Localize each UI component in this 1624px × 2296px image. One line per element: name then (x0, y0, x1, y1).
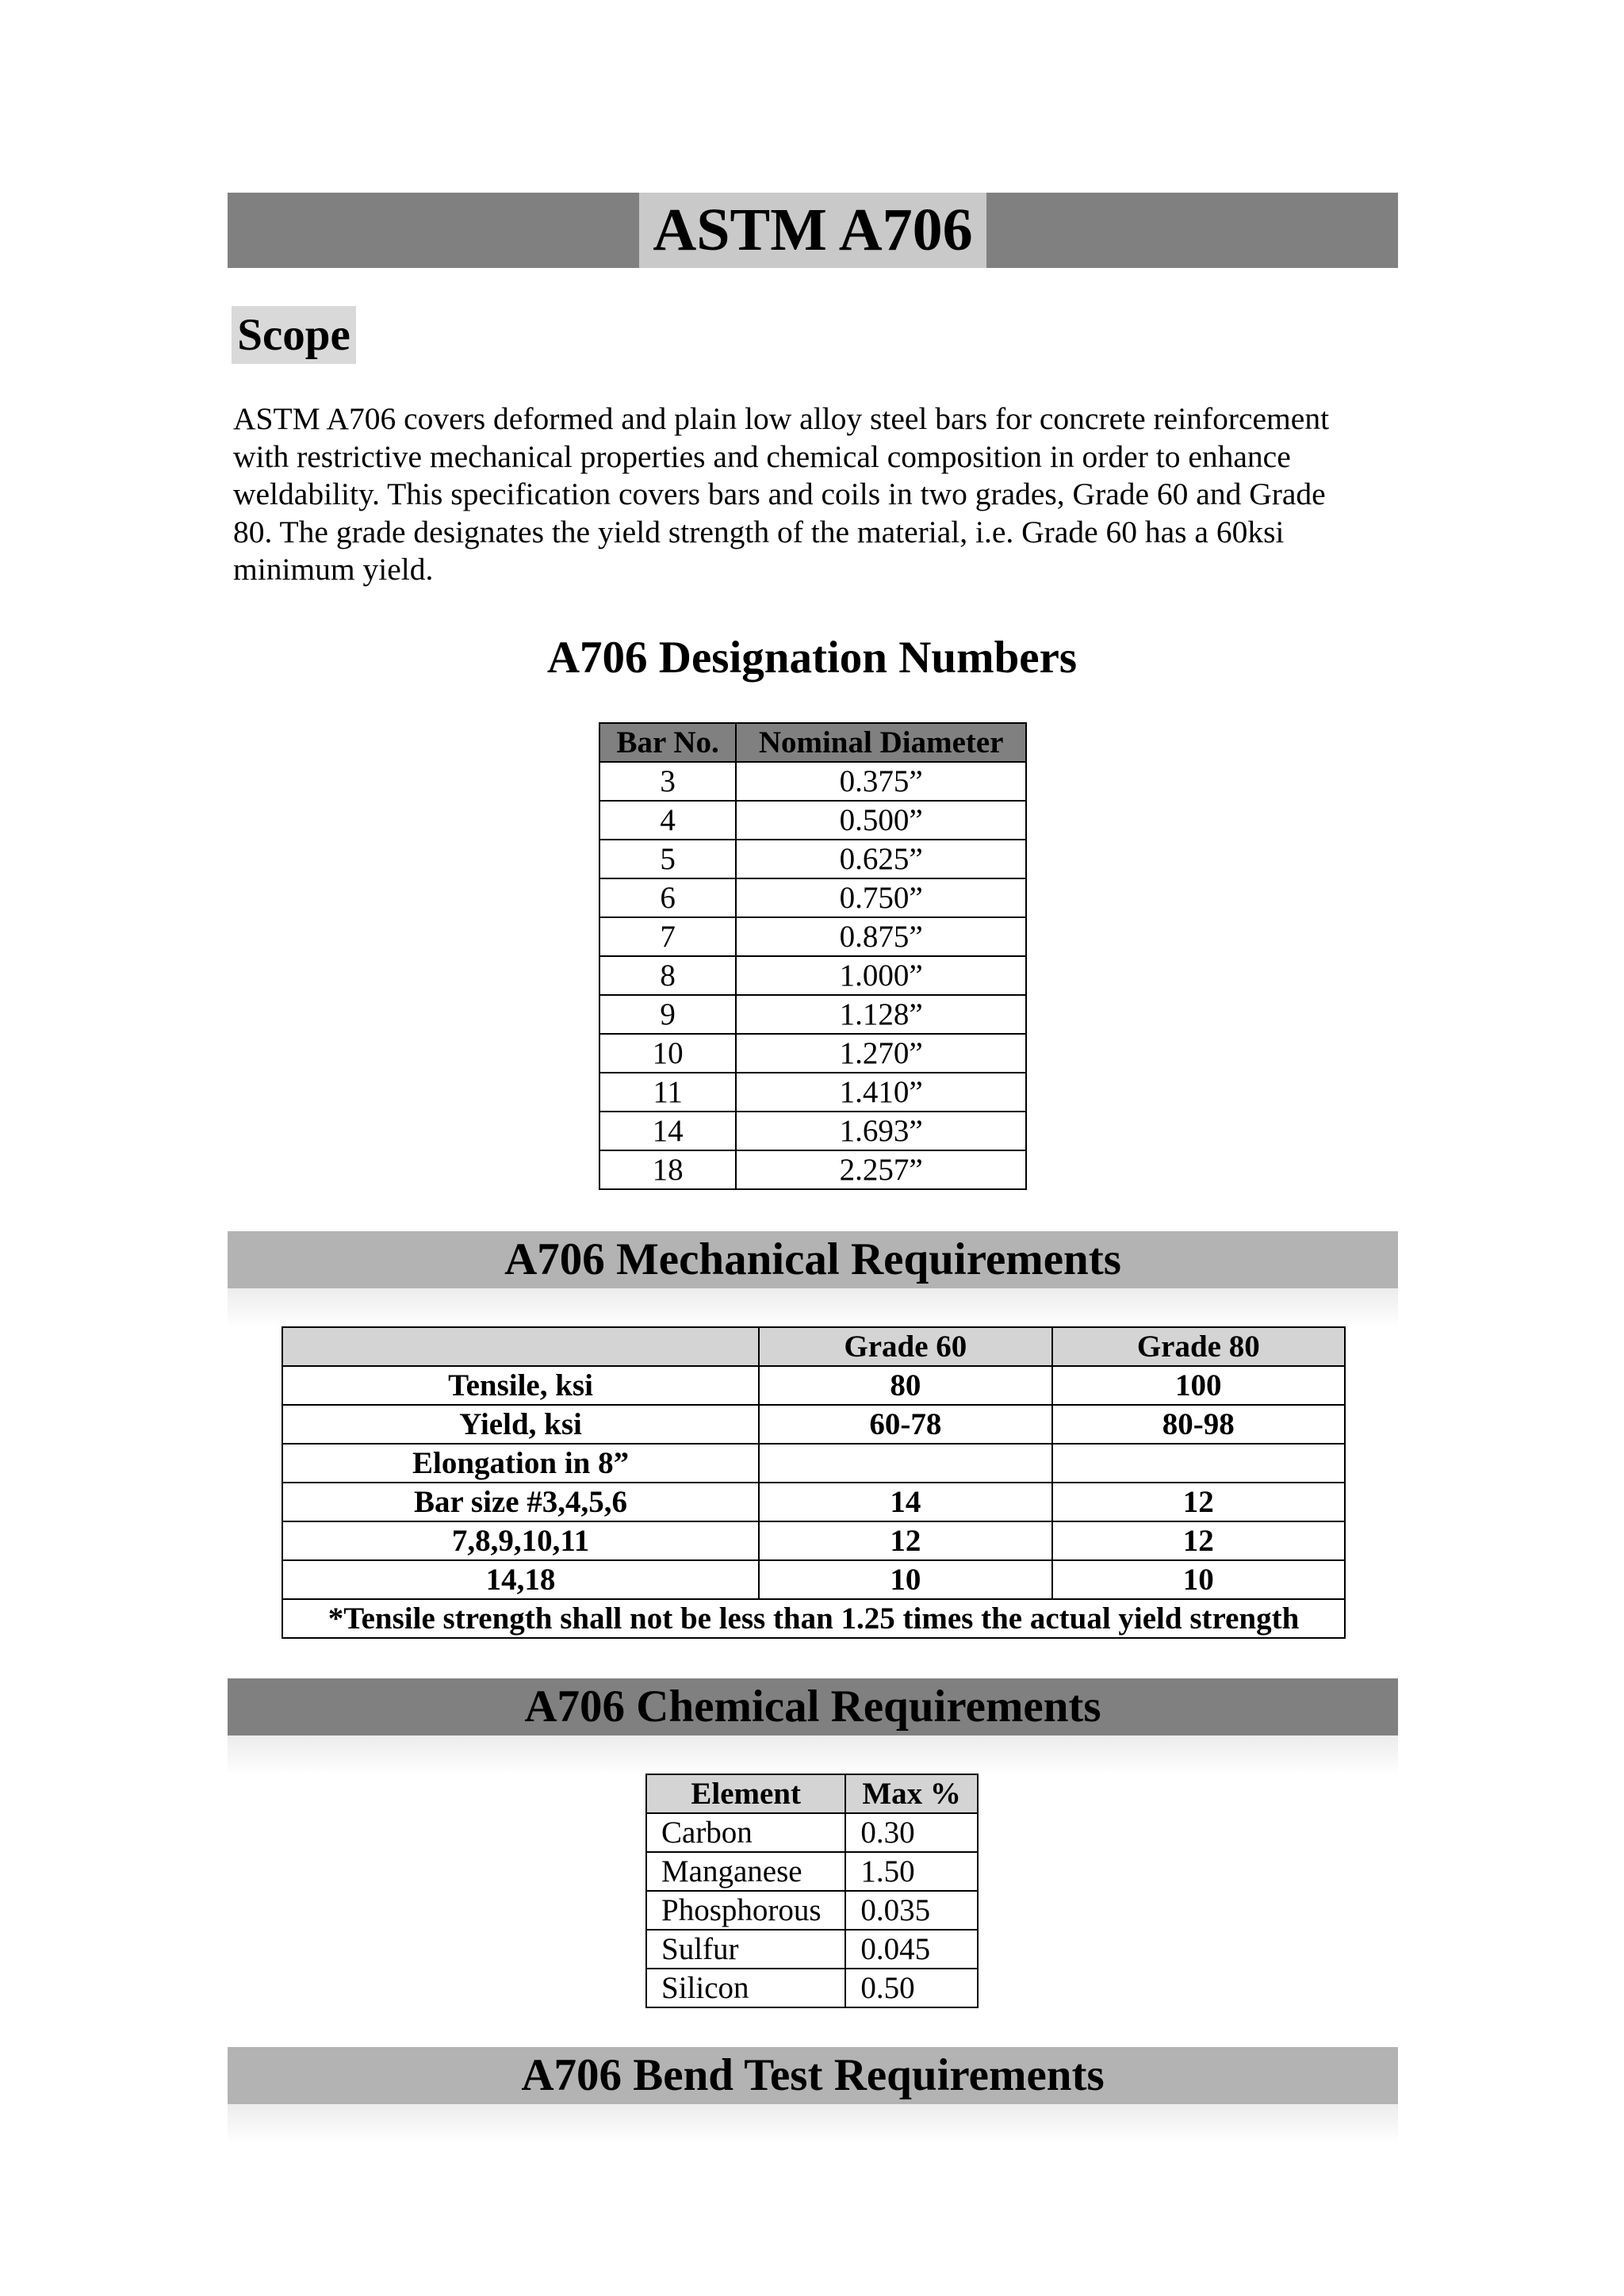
property-cell: 14,18 (282, 1560, 759, 1599)
table-row (599, 762, 1026, 801)
scope-line: ASTM A706 covers deformed and plain low alloy steel bars for concrete reinforcement (233, 401, 1330, 436)
table-row (599, 840, 1026, 878)
grade-60-cell (759, 1444, 1051, 1483)
max-percent-cell: 0.30 (845, 1813, 978, 1852)
bend-band-shadow (228, 2104, 1398, 2144)
grade-60-cell: 12 (759, 1521, 1051, 1560)
element-cell: Sulfur (646, 1930, 845, 1969)
scope-line: 80. The grade designates the yield strength of the material, i.e. Grade 60 has a 60ksi (233, 514, 1285, 549)
bend-test-heading: A706 Bend Test Requirements (228, 2047, 1398, 2104)
bar-no-cell: 8 (599, 956, 736, 995)
table-row (282, 1483, 1345, 1521)
property-cell: Yield, ksi (282, 1405, 759, 1444)
scope-line: with restrictive mechanical properties and chemical composition in order to enhance (233, 438, 1291, 474)
element-cell: Silicon (646, 1969, 845, 2007)
diameter-cell: 0.625” (736, 840, 1026, 878)
element-cell: Phosphorous (646, 1891, 845, 1930)
mechanical-table-body (282, 1366, 1345, 1638)
page-title: ASTM A706 (639, 193, 986, 268)
mechanical-footnote: *Tensile strength shall not be less than 1.25 times the actual yield strength (282, 1599, 1345, 1638)
property-cell: Bar size #3,4,5,6 (282, 1483, 759, 1521)
designation-table-body (599, 762, 1026, 1189)
bar-no-cell: 11 (599, 1073, 736, 1112)
column-header-element: Element (646, 1774, 845, 1813)
designation-heading: A706 Designation Numbers (546, 633, 1078, 683)
table-row (282, 1599, 1345, 1638)
table-row (282, 1560, 1345, 1599)
grade-80-cell: 12 (1052, 1521, 1345, 1560)
grade-60-cell: 60-78 (759, 1405, 1051, 1444)
scope-line: minimum yield. (233, 552, 434, 587)
diameter-cell: 1.693” (736, 1112, 1026, 1150)
table-row (646, 1813, 978, 1852)
max-percent-cell: 0.50 (845, 1969, 978, 2007)
bar-no-cell: 3 (599, 762, 736, 801)
diameter-cell: 1.270” (736, 1034, 1026, 1073)
property-cell: Elongation in 8” (282, 1444, 759, 1483)
table-row (646, 1969, 978, 2007)
chemical-table (645, 1774, 979, 2008)
column-header-grade-60: Grade 60 (759, 1327, 1051, 1366)
max-percent-cell: 0.035 (845, 1891, 978, 1930)
bar-no-cell: 5 (599, 840, 736, 878)
table-row (282, 1405, 1345, 1444)
mechanical-table (282, 1326, 1346, 1639)
grade-60-cell: 14 (759, 1483, 1051, 1521)
grade-60-cell: 10 (759, 1560, 1051, 1599)
table-row (599, 801, 1026, 840)
bar-no-cell: 4 (599, 801, 736, 840)
table-row (599, 1150, 1026, 1189)
table-header-row (646, 1774, 978, 1813)
diameter-cell: 0.875” (736, 917, 1026, 956)
diameter-cell: 1.000” (736, 956, 1026, 995)
diameter-cell: 1.410” (736, 1073, 1026, 1112)
scope-heading: Scope (232, 306, 356, 364)
table-row (599, 1112, 1026, 1150)
table-row (599, 917, 1026, 956)
column-header-grade-80: Grade 80 (1052, 1327, 1345, 1366)
designation-table (599, 722, 1027, 1190)
element-cell: Manganese (646, 1852, 845, 1891)
diameter-cell: 2.257” (736, 1150, 1026, 1189)
table-row (646, 1891, 978, 1930)
diameter-cell: 0.750” (736, 878, 1026, 917)
grade-80-cell: 12 (1052, 1483, 1345, 1521)
table-row (599, 1073, 1026, 1112)
chemical-band-shadow (228, 1735, 1398, 1775)
scope-line: weldability. This specification covers bars and coils in two grades, Grade 60 and Grade (233, 476, 1326, 511)
table-row (599, 995, 1026, 1034)
table-header-row (599, 723, 1026, 762)
chemical-table-body (646, 1813, 978, 2007)
mechanical-band-shadow (228, 1288, 1398, 1328)
grade-80-cell (1052, 1444, 1345, 1483)
bar-no-cell: 10 (599, 1034, 736, 1073)
property-cell: 7,8,9,10,11 (282, 1521, 759, 1560)
bar-no-cell: 18 (599, 1150, 736, 1189)
table-row (599, 956, 1026, 995)
grade-80-cell: 10 (1052, 1560, 1345, 1599)
column-header-bar-no: Bar No. (599, 723, 736, 762)
table-header-row (282, 1327, 1345, 1366)
table-row (599, 878, 1026, 917)
column-header-max-percent: Max % (845, 1774, 978, 1813)
bar-no-cell: 9 (599, 995, 736, 1034)
column-header-property (282, 1327, 759, 1366)
scope-paragraph (233, 400, 1407, 589)
max-percent-cell: 1.50 (845, 1852, 978, 1891)
table-row (282, 1444, 1345, 1483)
chemical-heading: A706 Chemical Requirements (228, 1678, 1398, 1735)
diameter-cell: 0.375” (736, 762, 1026, 801)
element-cell: Carbon (646, 1813, 845, 1852)
bar-no-cell: 14 (599, 1112, 736, 1150)
bar-no-cell: 6 (599, 878, 736, 917)
table-row (599, 1034, 1026, 1073)
mechanical-heading: A706 Mechanical Requirements (228, 1231, 1398, 1288)
property-cell: Tensile, ksi (282, 1366, 759, 1405)
table-row (646, 1852, 978, 1891)
max-percent-cell: 0.045 (845, 1930, 978, 1969)
grade-80-cell: 80-98 (1052, 1405, 1345, 1444)
diameter-cell: 1.128” (736, 995, 1026, 1034)
table-row (282, 1521, 1345, 1560)
diameter-cell: 0.500” (736, 801, 1026, 840)
grade-80-cell: 100 (1052, 1366, 1345, 1405)
table-row (282, 1366, 1345, 1405)
column-header-nominal-diameter: Nominal Diameter (736, 723, 1026, 762)
table-row (646, 1930, 978, 1969)
bar-no-cell: 7 (599, 917, 736, 956)
grade-60-cell: 80 (759, 1366, 1051, 1405)
